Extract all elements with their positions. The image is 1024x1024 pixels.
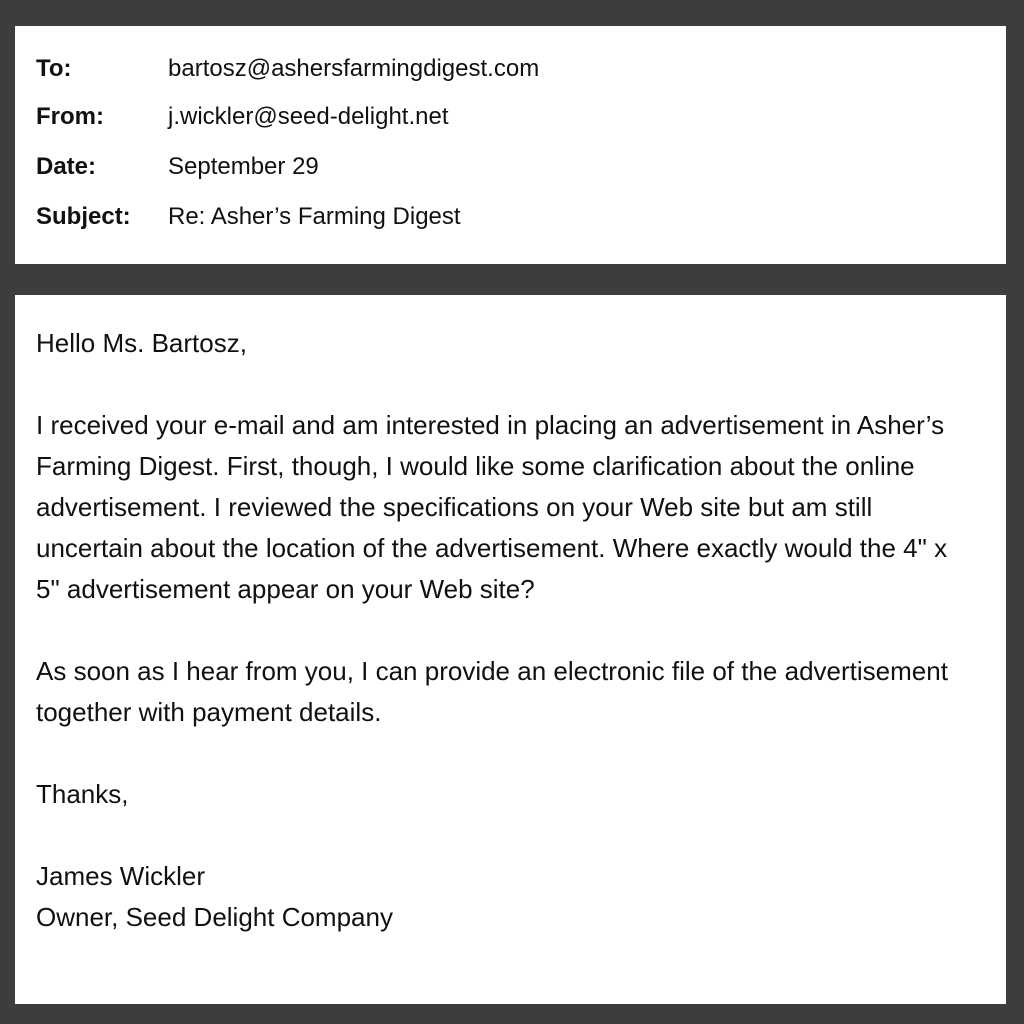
date-label: Date: [36,153,97,180]
signature-name: James Wickler [36,861,206,891]
letter-text [36,323,976,938]
email-body [15,295,1006,1004]
to-address: bartosz@ashersfarmingdigest.com [168,55,540,82]
subject-value: Re: Asher’s Farming Digest [168,203,461,230]
from-address: j.wickler@seed-delight.net [168,103,449,130]
email-header [15,26,1006,264]
greeting: Hello Ms. Bartosz, [36,328,247,358]
signature-title: Owner, Seed Delight Company [36,902,393,932]
paragraph-followup: As soon as I hear from you, I can provide an electronic file of the advertisement together with payment details. [36,656,948,727]
closing: Thanks, [36,779,129,809]
paragraph-inquiry: I received your e-mail and am interested in placing an advertisement in Asher’s Farming Digest. First, though, I would like some clarification about the online advertisement. I reviewed the specifications on your Web site but am still uncertain about the location of the advertisement. Where exactly would the 4" x 5" advertisement appear on your Web site? [36,410,948,604]
to-label: To: [36,55,72,82]
from-label: From: [36,103,104,130]
subject-label: Subject: [36,203,131,230]
date-value: September 29 [168,153,319,180]
